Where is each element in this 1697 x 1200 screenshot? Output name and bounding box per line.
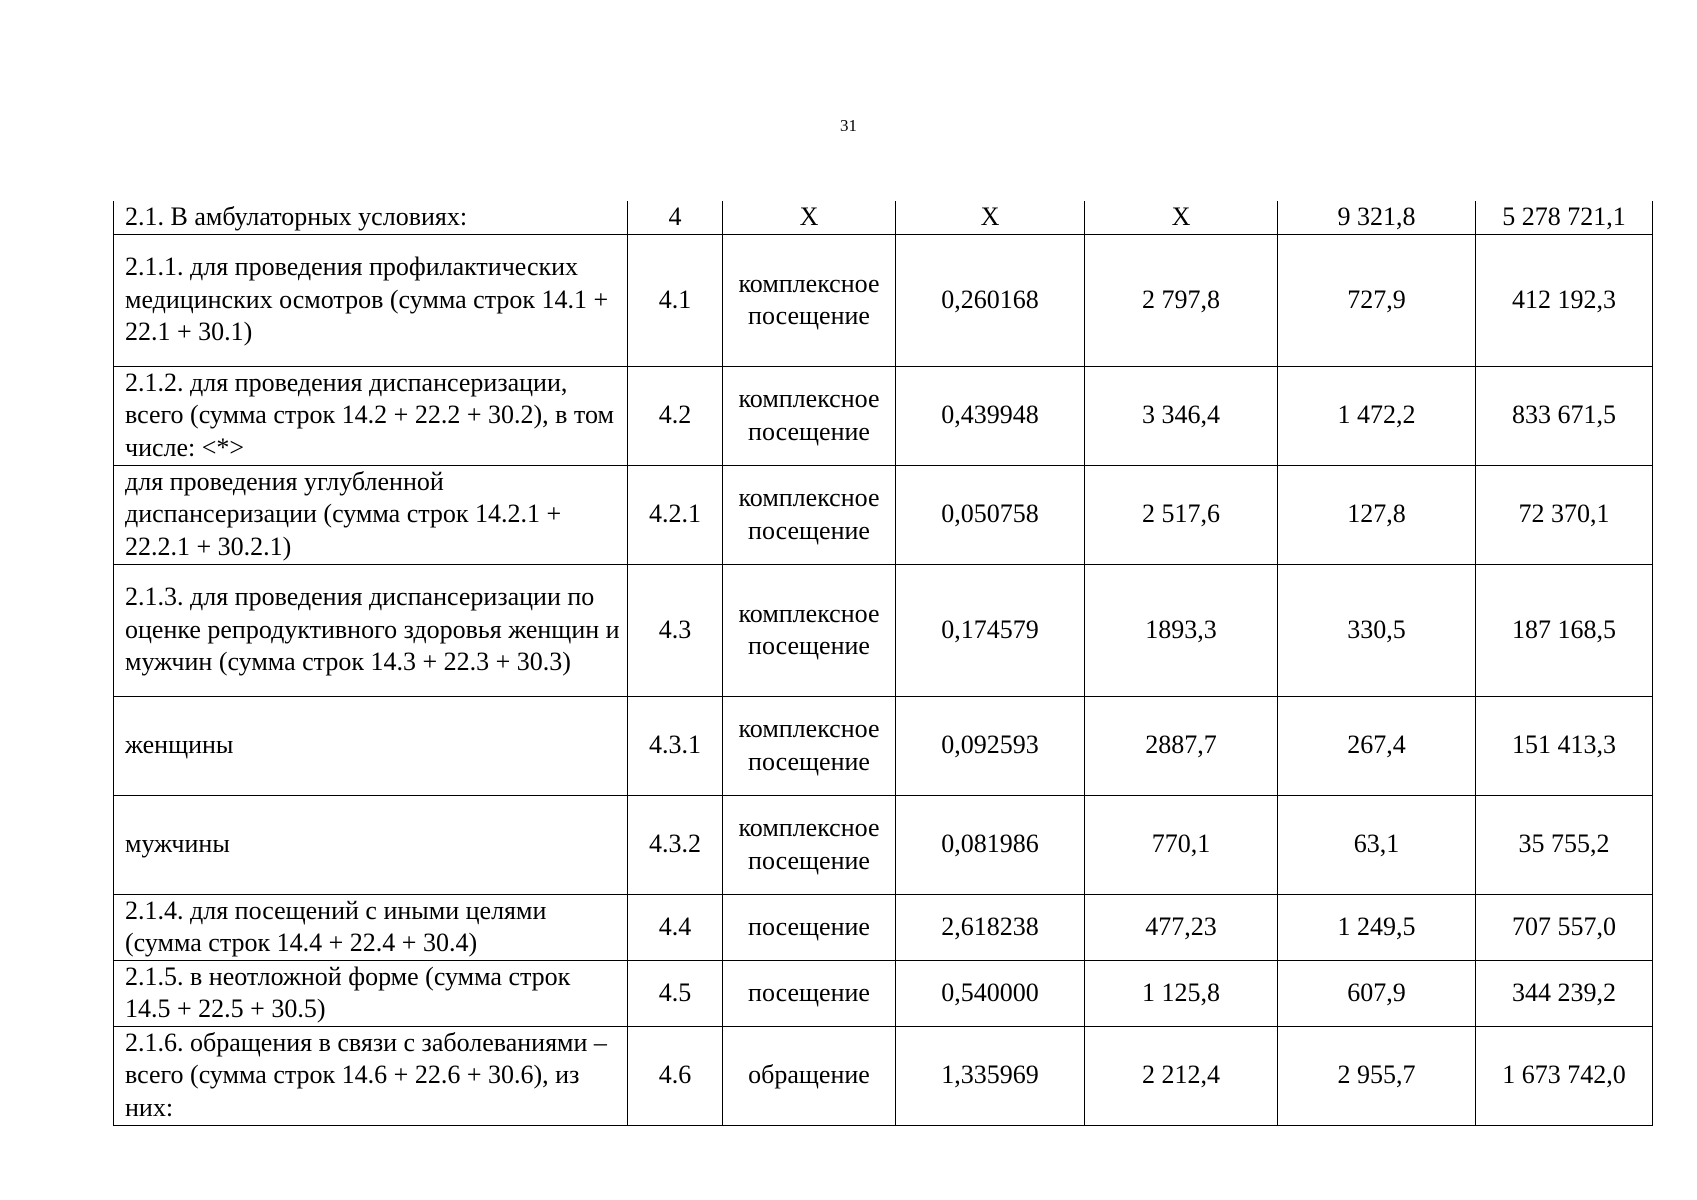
table-row [114, 465, 1653, 564]
row-norm: 0,540000 [896, 960, 1085, 1026]
row-norm: Х [896, 201, 1085, 234]
row-total: 72 370,1 [1476, 465, 1653, 564]
row-unit: комплексное посещение [723, 465, 896, 564]
row-per-capita: 1 472,2 [1278, 366, 1476, 465]
row-cost: 2 797,8 [1085, 234, 1278, 366]
row-code: 4.5 [628, 960, 723, 1026]
row-code: 4.3 [628, 564, 723, 696]
row-cost: 1893,3 [1085, 564, 1278, 696]
row-code: 4.2.1 [628, 465, 723, 564]
row-cost: 2887,7 [1085, 696, 1278, 795]
row-unit: комплексное посещение [723, 795, 896, 894]
row-per-capita: 727,9 [1278, 234, 1476, 366]
row-cost: 1 125,8 [1085, 960, 1278, 1026]
row-name: мужчины [114, 795, 628, 894]
row-code: 4.3.2 [628, 795, 723, 894]
row-norm: 0,092593 [896, 696, 1085, 795]
table-row [114, 795, 1653, 894]
row-code: 4.4 [628, 894, 723, 960]
row-cost: 2 212,4 [1085, 1026, 1278, 1125]
row-unit: комплексное посещение [723, 234, 896, 366]
table-row [114, 366, 1653, 465]
row-per-capita: 607,9 [1278, 960, 1476, 1026]
row-cost: 3 346,4 [1085, 366, 1278, 465]
table-row [114, 696, 1653, 795]
row-cost: 2 517,6 [1085, 465, 1278, 564]
row-name: для проведения углубленной диспансеризации (сумма строк 14.2.1 + 22.2.1 + 30.2.1) [114, 465, 628, 564]
row-unit: обращение [723, 1026, 896, 1125]
row-cost: Х [1085, 201, 1278, 234]
row-norm: 0,081986 [896, 795, 1085, 894]
table-row [114, 960, 1653, 1026]
row-total: 5 278 721,1 [1476, 201, 1653, 234]
row-norm: 0,174579 [896, 564, 1085, 696]
row-total: 35 755,2 [1476, 795, 1653, 894]
table-row [114, 1026, 1653, 1125]
row-unit: комплексное посещение [723, 366, 896, 465]
page-number: 31 [840, 116, 857, 135]
row-cost: 770,1 [1085, 795, 1278, 894]
row-norm: 0,260168 [896, 234, 1085, 366]
row-per-capita: 127,8 [1278, 465, 1476, 564]
row-code: 4 [628, 201, 723, 234]
row-name: 2.1.4. для посещений с иными целями (сумма строк 14.4 + 22.4 + 30.4) [114, 894, 628, 960]
row-code: 4.2 [628, 366, 723, 465]
row-per-capita: 330,5 [1278, 564, 1476, 696]
row-name: 2.1.3. для проведения диспансеризации по оценке репродуктивного здоровья женщин и мужчин (сумма строк 14.3 + 22.3 + 30.3) [114, 564, 628, 696]
row-per-capita: 1 249,5 [1278, 894, 1476, 960]
row-unit: комплексное посещение [723, 696, 896, 795]
row-total: 187 168,5 [1476, 564, 1653, 696]
row-name: женщины [114, 696, 628, 795]
row-unit: посещение [723, 894, 896, 960]
row-norm: 2,618238 [896, 894, 1085, 960]
row-code: 4.3.1 [628, 696, 723, 795]
table-row [114, 894, 1653, 960]
row-name: 2.1.5. в неотложной форме (сумма строк 14.5 + 22.5 + 30.5) [114, 960, 628, 1026]
table-row [114, 201, 1653, 234]
row-name: 2.1.6. обращения в связи с заболеваниями – всего (сумма строк 14.6 + 22.6 + 30.6), из них: [114, 1026, 628, 1125]
row-norm: 1,335969 [896, 1026, 1085, 1125]
table-row [114, 234, 1653, 366]
row-per-capita: 9 321,8 [1278, 201, 1476, 234]
row-total: 1 673 742,0 [1476, 1026, 1653, 1125]
row-total: 833 671,5 [1476, 366, 1653, 465]
row-unit: Х [723, 201, 896, 234]
row-unit: посещение [723, 960, 896, 1026]
row-total: 151 413,3 [1476, 696, 1653, 795]
row-per-capita: 2 955,7 [1278, 1026, 1476, 1125]
table-row [114, 564, 1653, 696]
row-norm: 0,050758 [896, 465, 1085, 564]
row-norm: 0,439948 [896, 366, 1085, 465]
row-total: 344 239,2 [1476, 960, 1653, 1026]
volume-cost-table [113, 201, 1653, 1126]
row-per-capita: 63,1 [1278, 795, 1476, 894]
row-unit: комплексное посещение [723, 564, 896, 696]
row-code: 4.1 [628, 234, 723, 366]
row-total: 412 192,3 [1476, 234, 1653, 366]
row-total: 707 557,0 [1476, 894, 1653, 960]
row-name: 2.1.2. для проведения диспансеризации, всего (сумма строк 14.2 + 22.2 + 30.2), в том числе: <*> [114, 366, 628, 465]
row-per-capita: 267,4 [1278, 696, 1476, 795]
row-name: 2.1.1. для проведения профилактических медицинских осмотров (сумма строк 14.1 + 22.1 + 30.1) [114, 234, 628, 366]
row-name: 2.1. В амбулаторных условиях: [114, 201, 628, 234]
row-cost: 477,23 [1085, 894, 1278, 960]
row-code: 4.6 [628, 1026, 723, 1125]
